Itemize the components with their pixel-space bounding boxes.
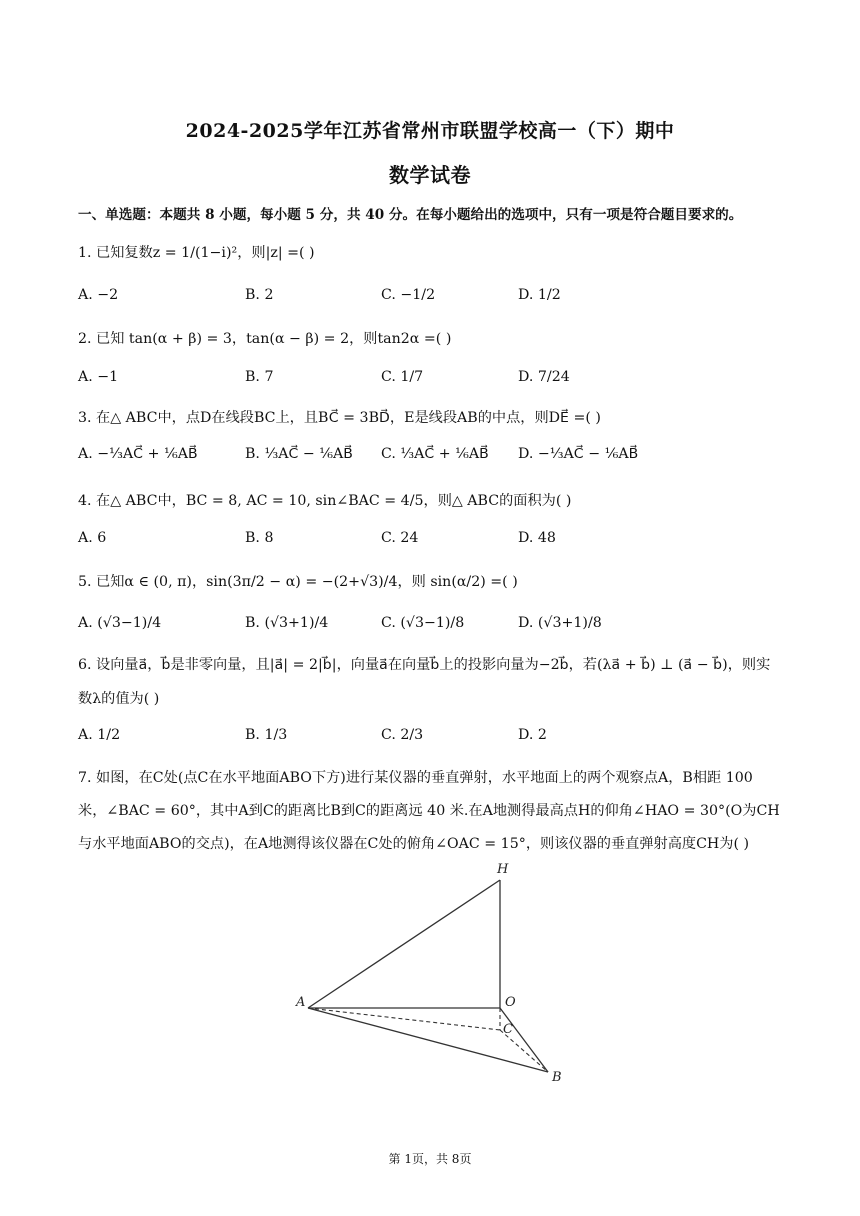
question-1-stem: 1. 已知复数z = 1/(1−i)²，则|z| =( ) xyxy=(78,245,315,261)
q2-option-a: A. −1 xyxy=(78,369,119,385)
q1-option-b: B. 2 xyxy=(245,287,274,303)
q3-option-d: D. −⅓AC⃗ − ⅙AB⃗ xyxy=(518,446,639,462)
q5-option-b: B. (√3+1)/4 xyxy=(245,615,329,631)
q5-option-d: D. (√3+1)/8 xyxy=(518,615,602,631)
q6-option-b: B. 1/3 xyxy=(245,727,288,743)
q6-option-d: D. 2 xyxy=(518,727,547,743)
segment-AH xyxy=(308,880,500,1008)
q4-option-a: A. 6 xyxy=(78,530,107,546)
q1-option-a: A. −2 xyxy=(78,287,119,303)
q3-option-c: C. ⅓AC⃗ + ⅙AB⃗ xyxy=(381,446,489,462)
q4-option-d: D. 48 xyxy=(518,530,556,546)
question-2-stem: 2. 已知 tan(α + β) = 3，tan(α − β) = 2，则tan2α =( ) xyxy=(78,331,452,347)
q2-option-d: D. 7/24 xyxy=(518,369,570,385)
label-B: B xyxy=(552,1070,562,1085)
q1-option-c: C. −1/2 xyxy=(381,287,436,303)
q6-option-c: C. 2/3 xyxy=(381,727,424,743)
q2-option-b: B. 7 xyxy=(245,369,274,385)
label-H: H xyxy=(497,862,509,877)
section-heading: 一、单选题：本题共 8 小题，每小题 5 分，共 40 分。在每小题给出的选项中，只有一项是符合题目要求的。 xyxy=(78,207,743,223)
q5-option-a: A. (√3−1)/4 xyxy=(78,615,162,631)
q4-option-c: C. 24 xyxy=(381,530,419,546)
question-3-stem: 3. 在△ ABC中，点D在线段BC上，且BC⃗ = 3BD⃗，E是线段AB的中点，则DE⃗ =( ) xyxy=(78,410,601,426)
question-5-stem: 5. 已知α ∈ (0, π)，sin(3π/2 − α) = −(2+√3)/4，则 sin(α/2) =( ) xyxy=(78,574,518,590)
q4-option-b: B. 8 xyxy=(245,530,274,546)
label-O: O xyxy=(505,995,516,1010)
segment-OB xyxy=(500,1008,548,1072)
question-7-stem-line3: 与水平地面ABO的交点)，在A地测得该仪器在C处的俯角∠OAC = 15°，则该仪器的垂直弹射高度CH为( ) xyxy=(78,836,750,852)
label-C: C xyxy=(503,1022,513,1037)
q6-option-a: A. 1/2 xyxy=(78,727,121,743)
question-6-stem-line1: 6. 设向量a⃗，b⃗是非零向量，且|a⃗| = 2|b⃗|，向量a⃗在向量b⃗上的投影向量为−2b⃗，若(λa⃗ + b⃗) ⊥ (a⃗ − b⃗)，则实 xyxy=(78,657,771,673)
q3-option-b: B. ⅓AC⃗ − ⅙AB⃗ xyxy=(245,446,353,462)
q2-option-c: C. 1/7 xyxy=(381,369,424,385)
question-6-stem-line2: 数λ的值为( ) xyxy=(78,691,160,707)
question-4-stem: 4. 在△ ABC中，BC = 8, AC = 10, sin∠BAC = 4/5，则△ ABC的面积为( ) xyxy=(78,493,572,509)
page-footer: 第 1页，共 8页 xyxy=(388,1152,472,1166)
question-7-stem-line2: 米，∠BAC = 60°，其中A到C的距离比B到C的距离远 40 米.在A地测得最高点H的仰角∠HAO = 30°(O为CH xyxy=(78,803,780,819)
segment-AC xyxy=(308,1008,500,1030)
exam-subtitle: 数学试卷 xyxy=(389,163,471,187)
q5-option-c: C. (√3−1)/8 xyxy=(381,615,465,631)
label-A: A xyxy=(296,995,306,1010)
question-7-stem-line1: 7. 如图，在C处(点C在水平地面ABO下方)进行某仪器的垂直弹射，水平地面上的两个观察点A，B相距 100 xyxy=(78,770,753,786)
exam-title: 2024-2025学年江苏省常州市联盟学校高一（下）期中 xyxy=(185,120,675,142)
q1-option-d: D. 1/2 xyxy=(518,287,561,303)
q3-option-a: A. −⅓AC⃗ + ⅙AB⃗ xyxy=(78,446,198,462)
